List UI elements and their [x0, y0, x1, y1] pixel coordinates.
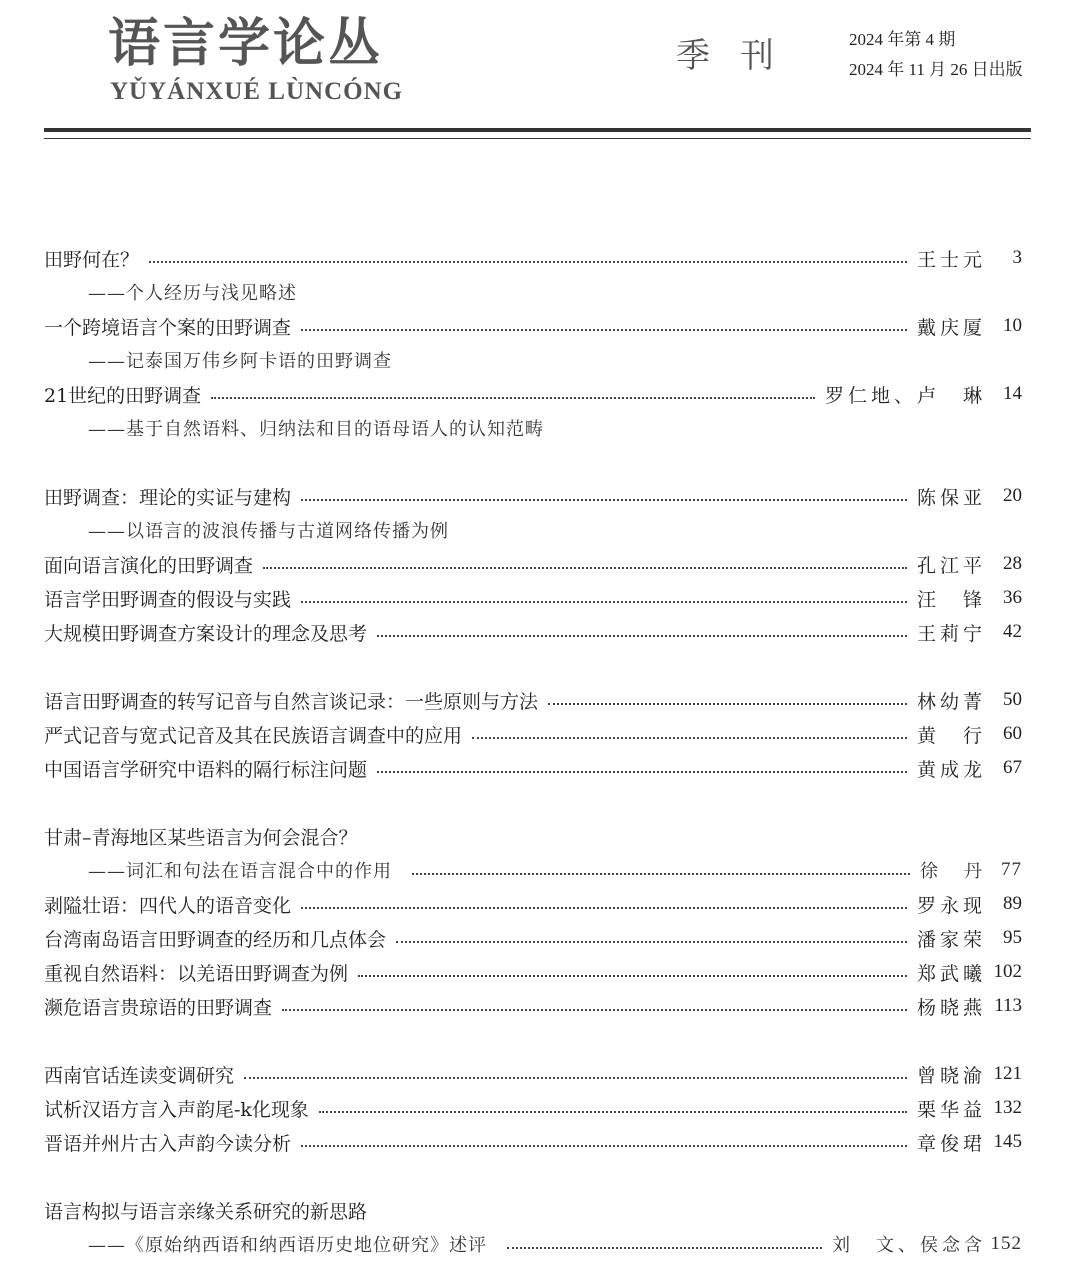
dot-leader — [472, 737, 907, 739]
entry-title: 重视自然语料：以羌语田野调查为例 — [44, 962, 349, 985]
entry-title: 语言构拟与语言亲缘关系研究的新思路 — [44, 1200, 368, 1223]
entry-page: 95 — [1003, 927, 1022, 948]
dot-leader — [377, 635, 907, 637]
entry-author: 王莉宁 — [916, 622, 986, 645]
dot-leader — [244, 1077, 907, 1079]
entry-author: 戴庆厦 — [916, 316, 986, 339]
entry-title: 21世纪的田野调查 — [44, 384, 202, 407]
entry-subtitle: ——个人经历与浅见略述 — [88, 283, 297, 304]
toc-entry[interactable] — [44, 924, 1022, 952]
toc-entry[interactable] — [44, 992, 1022, 1020]
toc-subtitle[interactable] — [88, 1230, 1022, 1258]
toc-entry[interactable] — [44, 482, 1022, 510]
entry-page: 89 — [1003, 893, 1022, 914]
dot-leader — [548, 703, 907, 705]
dot-leader — [301, 499, 907, 501]
entry-author: 黄成龙 — [916, 758, 986, 781]
journal-title: 语言学论丛 — [108, 13, 384, 74]
entry-title: 面向语言演化的田野调查 — [44, 554, 254, 577]
dot-leader — [263, 567, 907, 569]
entry-page: 10 — [1003, 315, 1022, 336]
entry-page: 60 — [1003, 723, 1022, 744]
toc-entry[interactable] — [44, 958, 1022, 986]
toc-entry[interactable] — [44, 550, 1022, 578]
entry-title: 严式记音与宽式记音及其在民族语言调查中的应用 — [44, 724, 463, 747]
entry-author: 黄 行 — [916, 724, 986, 747]
entry-author: 栗华益 — [916, 1098, 986, 1121]
issue-number: 2024 年第 4 期 — [849, 30, 956, 49]
entry-author: 杨晓燕 — [916, 996, 986, 1019]
entry-page: 36 — [1003, 587, 1022, 608]
dot-leader — [358, 975, 907, 977]
toc-entry[interactable] — [44, 380, 1022, 408]
entry-title: 西南官话连读变调研究 — [44, 1064, 235, 1087]
entry-subtitle: ——词汇和句法在语言混合中的作用 — [88, 861, 392, 882]
toc-entry[interactable] — [44, 1060, 1022, 1088]
entry-page: 77 — [1001, 859, 1022, 880]
entry-subtitle: ——记泰国万伟乡阿卡语的田野调查 — [88, 351, 392, 372]
entry-title: 台湾南岛语言田野调查的经历和几点体会 — [44, 928, 387, 951]
entry-title: 晋语并州片古入声韵今读分析 — [44, 1132, 292, 1155]
dot-leader — [396, 941, 907, 943]
entry-page: 102 — [993, 961, 1022, 982]
dot-leader — [301, 329, 907, 331]
header-rule-thin — [44, 138, 1031, 139]
publish-date: 2024 年 11 月 26 日出版 — [849, 60, 1023, 79]
entry-author: 章俊珺 — [916, 1132, 986, 1155]
entry-author: 王士元 — [916, 248, 986, 271]
entry-page: 113 — [994, 995, 1022, 1016]
entry-subtitle: ——基于自然语料、归纳法和目的语母语人的认知范畴 — [88, 419, 544, 440]
toc-subtitle — [88, 414, 1022, 442]
entry-title: 一个跨境语言个案的田野调查 — [44, 316, 292, 339]
journal-pinyin: YǓYÁNXUÉ LÙNCÓNG — [110, 78, 404, 105]
entry-author: 潘家荣 — [916, 928, 986, 951]
toc-subtitle — [88, 346, 1022, 374]
entry-title: 语言学田野调查的假设与实践 — [44, 588, 292, 611]
toc-subtitle — [88, 278, 1022, 306]
toc-entry[interactable] — [44, 754, 1022, 782]
entry-page: 121 — [993, 1063, 1022, 1084]
entry-title: 田野何在？ — [44, 248, 140, 271]
entry-page: 152 — [990, 1233, 1022, 1254]
entry-title: 大规模田野调查方案设计的理念及思考 — [44, 622, 368, 645]
toc-entry[interactable] — [44, 822, 1022, 850]
entry-author: 罗永现 — [916, 894, 986, 917]
toc-entry[interactable] — [44, 720, 1022, 748]
toc-entry[interactable] — [44, 890, 1022, 918]
entry-page: 20 — [1003, 485, 1022, 506]
toc-entry[interactable] — [44, 1128, 1022, 1156]
entry-author: 陈保亚 — [916, 486, 986, 509]
dot-leader — [149, 261, 907, 263]
entry-page: 50 — [1003, 689, 1022, 710]
entry-page: 28 — [1003, 553, 1022, 574]
dot-leader — [211, 397, 815, 399]
entry-title: 剥隘壮语：四代人的语音变化 — [44, 894, 292, 917]
dot-leader — [301, 907, 907, 909]
entry-page: 14 — [1003, 383, 1022, 404]
entry-author: 刘 文、侯念含 — [832, 1235, 986, 1256]
entry-author: 曾晓渝 — [916, 1064, 986, 1087]
dot-leader — [319, 1111, 907, 1113]
entry-subtitle: ——《原始纳西语和纳西语历史地位研究》述评 — [88, 1235, 487, 1256]
toc-entry[interactable] — [44, 1196, 1022, 1224]
entry-author: 林幼菁 — [916, 690, 986, 713]
dot-leader — [282, 1009, 907, 1011]
toc-entry[interactable] — [44, 312, 1022, 340]
entry-author: 郑武曦 — [916, 962, 986, 985]
dot-leader — [507, 1247, 822, 1249]
entry-title: 田野调查：理论的实证与建构 — [44, 486, 292, 509]
toc-subtitle — [88, 516, 1022, 544]
quarterly-label: 季刊 — [676, 36, 804, 76]
entry-title: 甘肃–青海地区某些语言为何会混合？ — [44, 826, 358, 849]
header-rule-thick — [44, 128, 1031, 132]
dot-leader — [412, 873, 910, 875]
toc-entry[interactable] — [44, 686, 1022, 714]
entry-page: 67 — [1003, 757, 1022, 778]
entry-title: 语言田野调查的转写记音与自然言谈记录：一些原则与方法 — [44, 690, 539, 713]
entry-author: 孔江平 — [916, 554, 986, 577]
entry-author: 罗仁地、卢 琳 — [824, 384, 986, 407]
entry-page: 42 — [1003, 621, 1022, 642]
entry-author: 汪 锋 — [916, 588, 986, 611]
dot-leader — [377, 771, 907, 773]
dot-leader — [301, 601, 907, 603]
dot-leader — [301, 1145, 907, 1147]
entry-subtitle: ——以语言的波浪传播与古道网络传播为例 — [88, 521, 449, 542]
toc-entry[interactable] — [44, 244, 1022, 272]
toc-entry[interactable] — [44, 618, 1022, 646]
toc-entry[interactable] — [44, 584, 1022, 612]
entry-page: 3 — [1012, 247, 1022, 268]
toc-entry[interactable] — [44, 1094, 1022, 1122]
entry-title: 试析汉语方言入声韵尾-k化现象 — [44, 1098, 309, 1121]
entry-title: 濒危语言贵琼语的田野调查 — [44, 996, 273, 1019]
entry-page: 132 — [993, 1097, 1022, 1118]
entry-author: 徐 丹 — [920, 861, 986, 882]
toc-subtitle[interactable] — [88, 856, 1022, 884]
entry-title: 中国语言学研究中语料的隔行标注问题 — [44, 758, 368, 781]
entry-page: 145 — [993, 1131, 1022, 1152]
